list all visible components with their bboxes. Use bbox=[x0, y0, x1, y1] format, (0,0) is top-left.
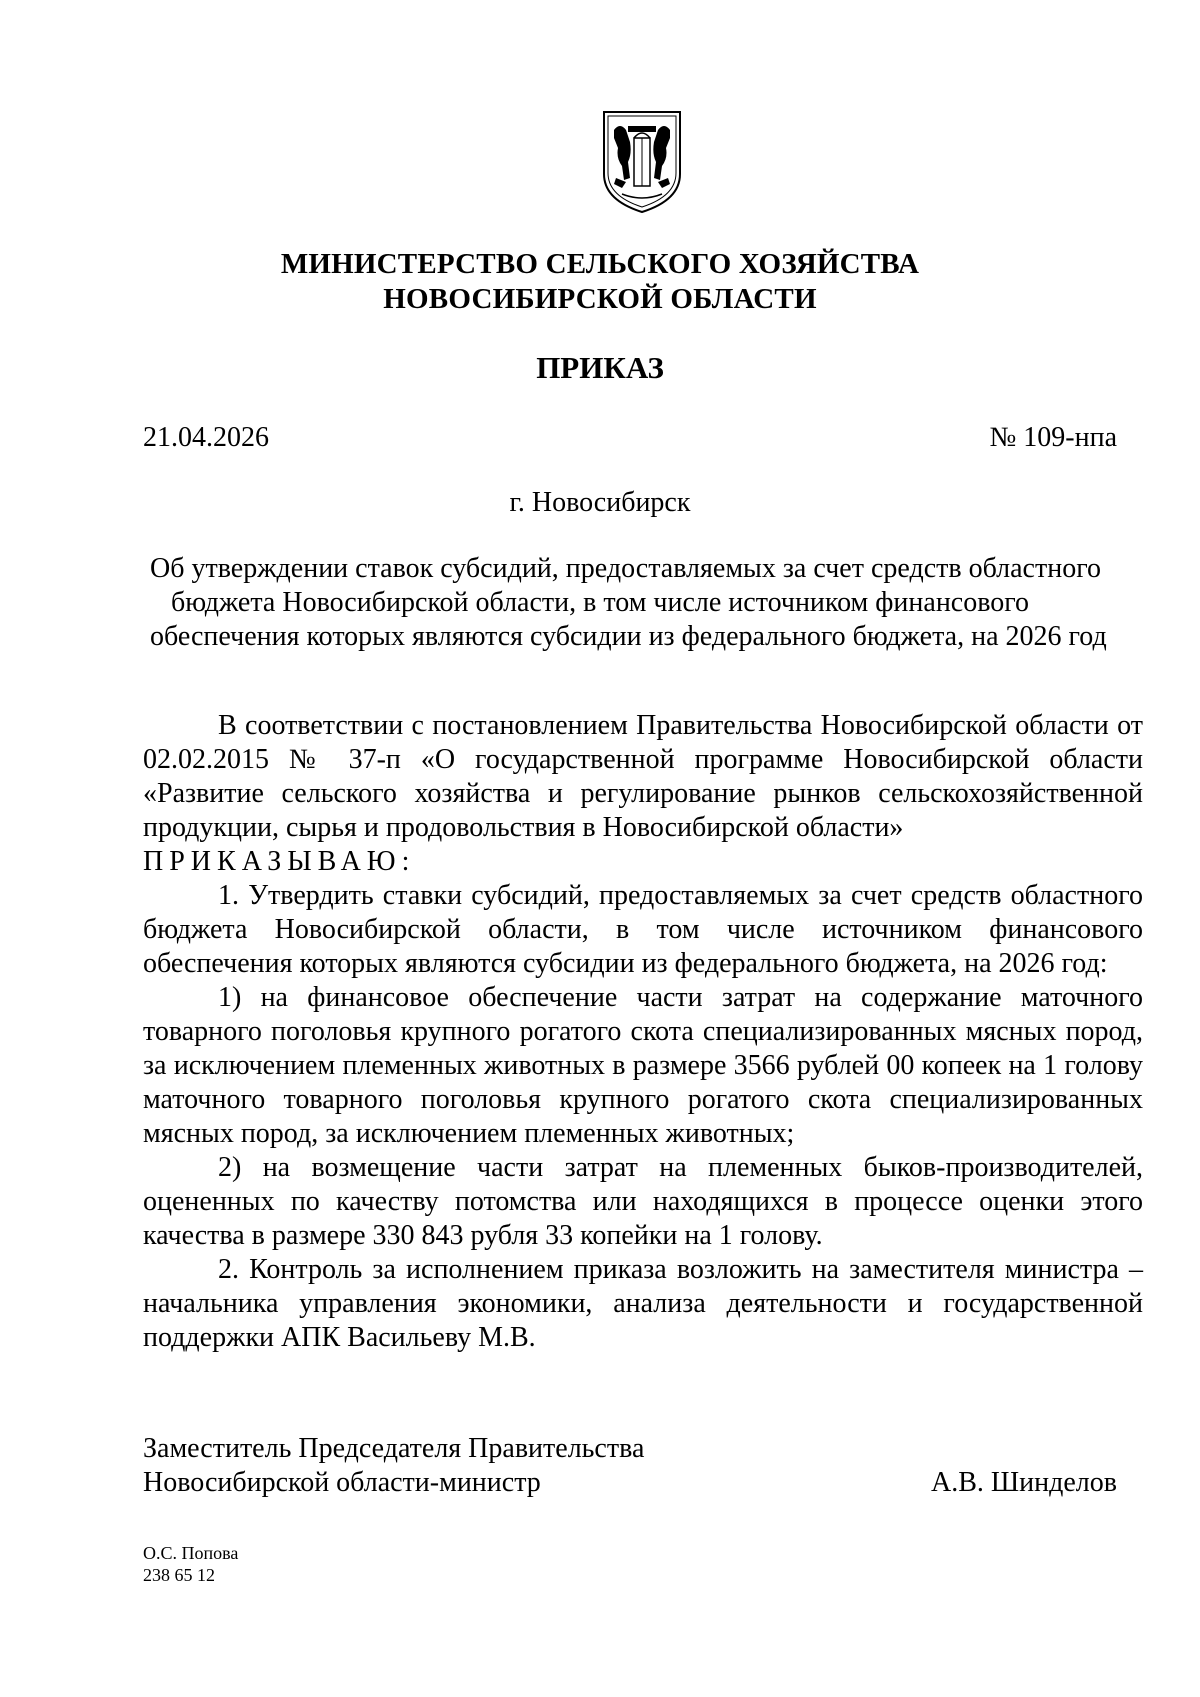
coat-of-arms-icon bbox=[600, 108, 684, 216]
executor-name: О.С. Попова bbox=[143, 1543, 239, 1563]
executor-phone: 238 65 12 bbox=[143, 1565, 215, 1585]
item-2-paragraph: 2. Контроль за исполнением приказа возложить на заместителя министра – начальника управления экономики, анализа деятельности и государственной поддержки АПК Васильеву М.В. bbox=[143, 1254, 1143, 1353]
signer-position-line1: Заместитель Председателя Правительства bbox=[143, 1433, 645, 1464]
title-line3: обеспечения которых являются субсидии из федерального бюджета, на 2026 год bbox=[150, 621, 1107, 652]
title-line2: бюджета Новосибирской области, в том числе источником финансового bbox=[170, 587, 1030, 618]
document-date: 21.04.2026 bbox=[143, 422, 269, 453]
document-title bbox=[150, 552, 1107, 654]
title-line1: Об утверждении ставок субсидий, предоставляемых за счет средств областного bbox=[150, 553, 1101, 584]
item-1-2-paragraph: 2) на возмещение части затрат на племенных быков-производителей, оцененных по качеству потомства или находящихся в процессе оценки этого качества в размере 330 843 рубля 33 копейки на 1 голову. bbox=[143, 1152, 1143, 1251]
ministry-name-line1: МИНИСТЕРСТВО СЕЛЬСКОГО ХОЗЯЙСТВА bbox=[280, 248, 920, 280]
signer-position-line2: Новосибирской области-министр bbox=[143, 1467, 541, 1498]
document-type: ПРИКАЗ bbox=[536, 350, 664, 385]
document-number: № 109-нпа bbox=[989, 422, 1117, 453]
ministry-name-line2: НОВОСИБИРСКОЙ ОБЛАСТИ bbox=[383, 283, 817, 315]
item-1-paragraph: 1. Утвердить ставки субсидий, предоставляемых за счет средств областного бюджета Новосибирской области, в том числе источником финансового обеспечения которых являются субсидии из федерального бюджета, на 2026 год: bbox=[143, 880, 1143, 979]
signer-position bbox=[143, 1432, 644, 1500]
preamble-paragraph: В соответствии с постановлением Правительства Новосибирской области от 02.02.2015 № 37-п «О государственной программе Новосибирской области «Развитие сельского хозяйства и регулирование рынков сельскохозяйственной продукции, сырья и продовольствия в Новосибирской области» bbox=[143, 710, 1143, 843]
document-body bbox=[143, 709, 1143, 1355]
signer-name: А.В. Шинделов bbox=[931, 1467, 1117, 1498]
item-1-1-paragraph: 1) на финансовое обеспечение части затрат на содержание маточного товарного поголовья крупного рогатого скота специализированных мясных пород, за исключением племенных животных в размере 3566 рублей 00 копеек на 1 голову маточного товарного поголовья крупного рогатого скота специализированных мясных пород, за исключением племенных животных; bbox=[143, 982, 1143, 1149]
executor-info bbox=[143, 1542, 238, 1586]
order-word: ПРИКАЗЫВАЮ: bbox=[143, 846, 416, 877]
document-city: г. Новосибирск bbox=[509, 487, 691, 518]
